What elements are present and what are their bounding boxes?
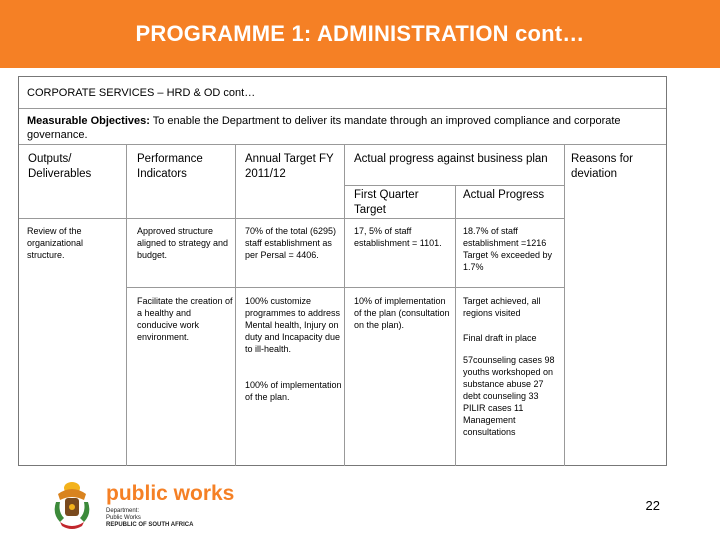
row-divider	[344, 185, 565, 186]
brand-sub-country: REPUBLIC OF SOUTH AFRICA	[106, 522, 194, 528]
row1-output: Review of the organizational structure.	[27, 226, 84, 260]
header-indicators: Performance Indicators	[137, 153, 203, 180]
page-number: 22	[645, 498, 660, 513]
brand-name: public works	[106, 482, 235, 505]
objectives-text: To enable the Department to deliver its mandate through an improved compliance and corporate governance.	[27, 115, 621, 141]
slide-title-banner	[0, 0, 720, 68]
section-title: CORPORATE SERVICES – HRD & OD cont…	[19, 77, 666, 109]
header-actual: Actual Progress	[463, 189, 545, 201]
col-divider	[126, 145, 127, 466]
row2-first-quarter: 10% of implementation of the plan (consultation on the plan).	[354, 296, 450, 330]
header-target: Annual Target FY 2011/12	[245, 153, 334, 180]
row2-actual-a: Target achieved, all regions visited	[463, 296, 541, 318]
row1-actual: 18.7% of staff establishment =1216 Target % exceeded by 1.7%	[463, 226, 553, 272]
objectives-row	[19, 109, 666, 145]
row2-indicator: Facilitate the creation of a healthy and conducive work environment.	[137, 296, 233, 342]
row-divider	[126, 287, 565, 288]
row2-target-a: 100% customize programmes to address Mental health, Injury on duty and Incapacity due to ill-health.	[245, 296, 341, 354]
programme-table	[18, 76, 667, 466]
row1-first-quarter: 17, 5% of staff establishment = 1101.	[354, 226, 442, 248]
brand-sub-public-works: Public Works	[106, 515, 141, 521]
slide-title: PROGRAMME 1: ADMINISTRATION cont…	[135, 21, 585, 46]
header-outputs: Outputs/ Deliverables	[28, 153, 92, 180]
col-divider	[564, 145, 565, 466]
row1-target: 70% of the total (6295) staff establishment as per Persal = 4406.	[245, 226, 337, 260]
header-progress: Actual progress against business plan	[354, 153, 548, 165]
col-divider	[235, 145, 236, 466]
row1-indicator: Approved structure aligned to strategy and budget.	[137, 226, 229, 260]
row-divider	[19, 218, 565, 219]
public-works-logo	[50, 478, 235, 536]
row2-actual-b: Final draft in place	[463, 333, 537, 343]
header-first-quarter: First Quarter Target	[354, 189, 419, 216]
objectives-label: Measurable Objectives:	[27, 115, 150, 127]
coat-of-arms-icon	[50, 480, 94, 532]
brand-sub-department: Department:	[106, 508, 140, 514]
col-divider	[344, 145, 345, 466]
col-divider	[455, 185, 456, 466]
row2-target-b: 100% of implementation of the plan.	[245, 380, 342, 402]
row2-actual-c: 57counseling cases 98 youths workshoped on substance abuse 27 debt counseling 33 PILIR cases 11 Management consultations	[463, 355, 555, 437]
header-reasons: Reasons for deviation	[571, 153, 634, 180]
